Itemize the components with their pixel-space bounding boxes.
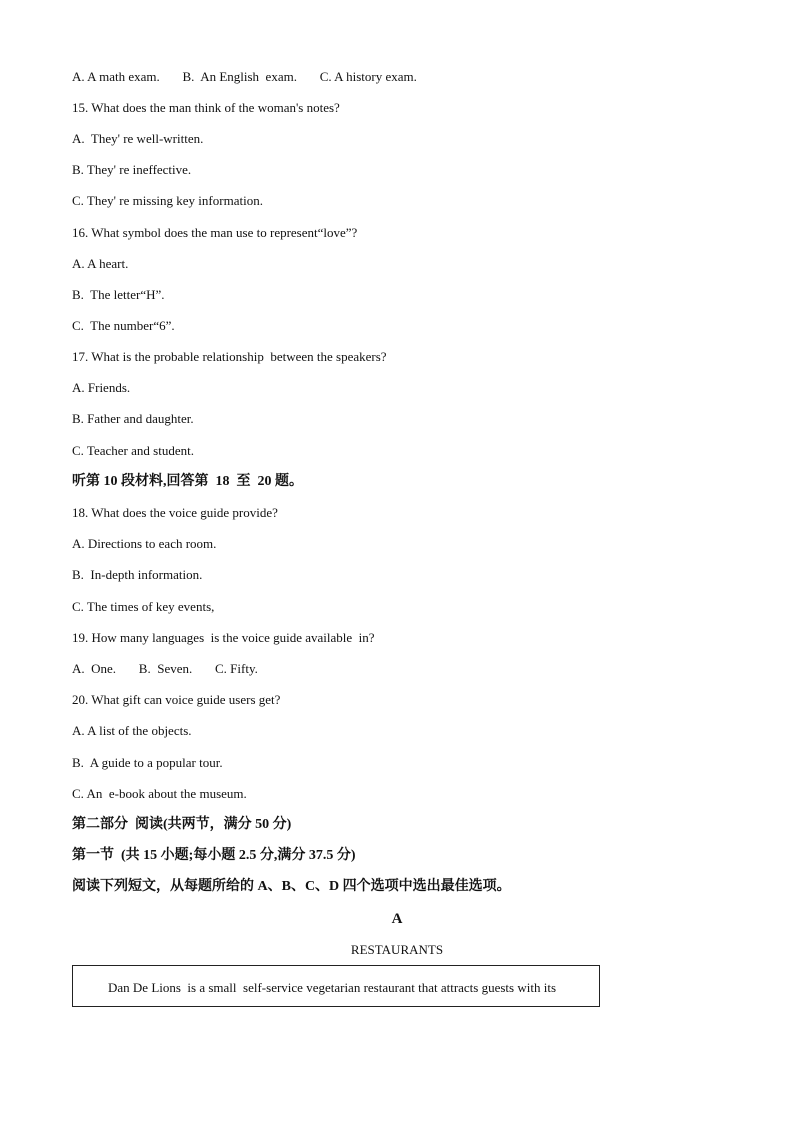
option-16a: A. A heart. xyxy=(72,256,129,271)
question-19: 19. How many languages is the voice guide available in? xyxy=(72,630,375,645)
option-18b: B. In-depth information. xyxy=(72,567,203,582)
question-18: 18. What does the voice guide provide? xyxy=(72,505,278,520)
question-17: 17. What is the probable relationship between the speakers? xyxy=(72,349,387,364)
option-19-all: A. One. B. Seven. C. Fifty. xyxy=(72,661,258,676)
part-two-heading: 第二部分 阅读(共两节，满分 50 分) xyxy=(72,817,292,832)
reading-instruction: 阅读下列短文，从每题所给的 A、B、C、D 四个选项中选出最佳选项。 xyxy=(72,879,511,894)
option-17a: A. Friends. xyxy=(72,380,131,395)
passage-first-line: Dan De Lions is a small self-service vegetarian restaurant that attracts guests with its xyxy=(108,980,556,995)
question-15: 15. What does the man think of the woman's notes? xyxy=(72,100,340,115)
option-16c: C. The number“6”. xyxy=(72,318,175,333)
option-17c: C. Teacher and student. xyxy=(72,443,194,458)
option-15a: A. They' re well-written. xyxy=(72,131,204,146)
passage-letter: A xyxy=(391,911,403,927)
option-20c: C. An e-book about the museum. xyxy=(72,786,247,801)
option-18a: A. Directions to each room. xyxy=(72,536,217,551)
option-16b: B. The letter“H”. xyxy=(72,287,165,302)
question-20: 20. What gift can voice guide users get? xyxy=(72,692,281,707)
option-18c: C. The times of key events, xyxy=(72,599,215,614)
line-14-options: A. A math exam. B. An English exam. C. A history exam. xyxy=(72,69,417,84)
option-17b: B. Father and daughter. xyxy=(72,411,194,426)
passage-title: RESTAURANTS xyxy=(350,942,444,957)
option-20b: B. A guide to a popular tour. xyxy=(72,755,223,770)
section-one-heading: 第一节 (共 15 小题;每小题 2.5 分,满分 37.5 分) xyxy=(72,848,356,863)
passage-box xyxy=(72,965,600,1007)
listening-section-heading: 听第 10 段材料,回答第 18 至 20 题。 xyxy=(72,474,303,489)
question-16: 16. What symbol does the man use to represent“love”? xyxy=(72,225,358,240)
option-15b: B. They' re ineffective. xyxy=(72,162,192,177)
option-20a: A. A list of the objects. xyxy=(72,723,192,738)
option-15c: C. They' re missing key information. xyxy=(72,193,263,208)
